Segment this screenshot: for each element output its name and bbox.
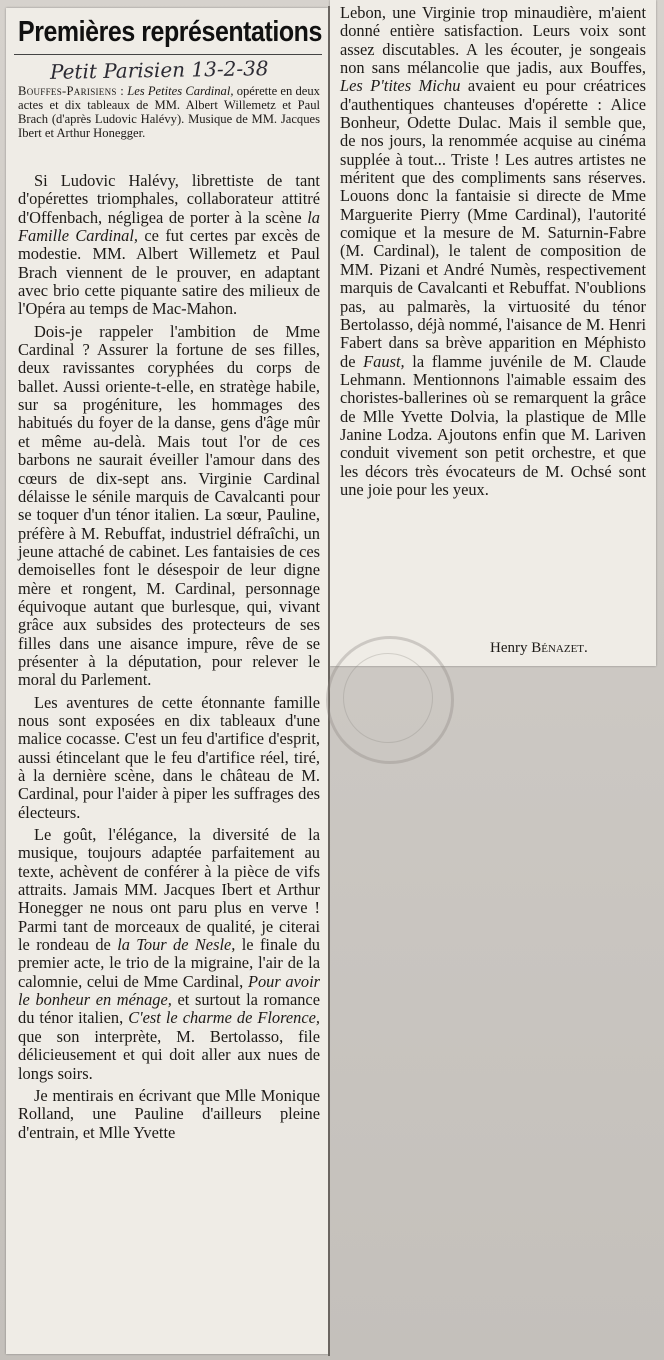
article-column-right (340, 4, 646, 503)
author-first-name: Henry (490, 640, 528, 656)
author-last-name: Bénazet. (531, 640, 588, 656)
paragraph-2: Dois-je rappeler l'ambition de Mme Cardinal ? Assurer la fortune de ses filles, deux ravissantes coryphées du corps de ballet. Aussi oriente-t-elle, en stratège habile, sur sa progéniture, les hommages des habitués du foyer de la danse, gens d'âge mûr et même au-delà. Mais tout l'or de ces barbons ne saurait éveiller l'amour dans des cœurs de dix-sept ans. Virginie Cardinal délaisse le sénile marquis de Cavalcanti pour se toquer d'un ténor italien. La sœur, Pauline, préfère à M. Rebuffat, industriel défraîchi, un jeune attaché de cabinet. Les fantaisies de ces demoiselles font le désespoir de leur digne mère et rongent, M. Cardinal, personnage équivoque autant que burlesque, qui, vivant grâce aux subsides des protecteurs de ses filles dans une aisance impure, rêve de se présenter à la députation, pour relever le moral du Parlement. (18, 321, 320, 690)
italic-title: la Tour de Nesle, (117, 935, 236, 955)
text-run: Lebon, une Virginie trop minaudière, m'aient donné entière satisfaction. Leurs voix sont assez discutables. A les écouter, je songeais non sans mélancolie que jadis, aux Bouffes, (340, 3, 646, 78)
paragraph-1 (18, 172, 320, 319)
handwritten-source-note: Petit Parisien 13-2-38 (49, 56, 269, 84)
text-run: ce fut certes par excès de modestie. MM. Albert Willemetz et Paul Brach viennent de le prouver, en adaptant avec brio cette piquante satire des milieux de l'Opéra au temps de Mac-Mahon. (18, 226, 320, 319)
play-title: Les Petites Cardinal, (127, 84, 234, 98)
article-column-left (18, 172, 320, 1146)
paragraph-5-start: Je mentirais en écrivant que Mlle Monique Rolland, une Pauline d'ailleurs pleine d'entrain, et Mlle Yvette (18, 1085, 320, 1142)
italic-title: Faust, (363, 351, 405, 371)
text-run: Le goût, l'élégance, la diversité de la musique, toujours adaptée parfaitement au texte, achèvent de conférer à la pièce de vifs attraits. Jamais MM. Jacques Ibert et Arthur Honegger ne nous ont paru plus en verve ! Parmi tant de morceaux de qualité, je citerai le rondeau de (18, 825, 320, 955)
italic-title: C'est le charme de Florence, (128, 1008, 321, 1028)
italic-title: Les P'tites Michu (340, 76, 461, 96)
article-heading: Premières représentations (18, 16, 322, 48)
paragraph-3: Les aventures de cette étonnante famille nous sont exposées en dix tableaux d'une malice cocasse. C'est un feu d'artifice d'esprit, aussi étincelant que le feu d'artifice réel, tiré, à la dernière scène, dans le château de M. Cardinal, pour l'aider à piper les suffrages des électeurs. (18, 692, 320, 822)
text-run: et surtout la romance du ténor italien, (18, 990, 320, 1028)
text-run: Si Ludovic Halévy, librettiste de tant d'opérettes triomphales, collaborateur attitré d'Offenbach, négligea de porter à la scène (18, 171, 320, 227)
italic-title: Pour avoir le bonheur en ménage, (18, 971, 320, 1010)
summary-details: opérette en deux actes et dix tableaux de MM. Albert Willemetz et Paul Brach (d'après Ludovic Halévy). Musique de MM. Jacques Ibert et Arthur Honegger. (18, 84, 320, 140)
heading-rule (14, 54, 322, 55)
text-run: que son interprète, M. Bertolasso, file délicieusement et qui doit aller aux nues de longs soirs. (18, 1026, 320, 1083)
paragraph-4 (18, 826, 320, 1083)
play-summary (18, 84, 320, 140)
italic-title: la Famille Cardinal, (18, 207, 320, 246)
faded-stamp-icon (326, 636, 454, 764)
theatre-name: Bouffes-Parisiens : (18, 84, 124, 98)
text-run: la flamme juvénile de M. Claude Lehmann. Mentionnons l'aimable essaim des choristes-ballerines où se remarquent la grâce de Mlle Yvette Dolvia, la plastique de Mlle Janine Lodza. Ajoutons enfin que M. Lariven conduit vivement son petit orchestre, et que les décors très évocateurs de M. Ochsé sont une joie pour les yeux. (340, 351, 646, 499)
paragraph-5-continued (340, 4, 646, 499)
text-run: le finale du premier acte, le trio de la migraine, l'air de la calomnie, celui de Mme Cardinal, (18, 935, 321, 991)
author-signature (490, 640, 588, 657)
text-run: avaient eu pour créatrices d'authentiques chanteuses d'opérette : Alice Bonheur, Odette Dulac. Mais il semble que, de nos jours, la renommée acquise au cinéma supplée à tout... Triste ! Les autres artistes ne méritent que des compliments sans réserves. Louons donc la fantaisie si directe de Mme Marguerite Pierry (Mme Cardinal), l'autorité comique et la mesure de M. Saturnin-Fabre (M. Cardinal), le talent de composition de MM. Pizani et André Numès, respectivement marquis de Cavalcanti et Rebuffat. N'oublions pas, au palmarès, la virtuosité du ténor Bertolasso, déjà nommé, l'aisance de M. Henri Fabert dans sa brève apparition en Méphisto de (340, 76, 647, 371)
